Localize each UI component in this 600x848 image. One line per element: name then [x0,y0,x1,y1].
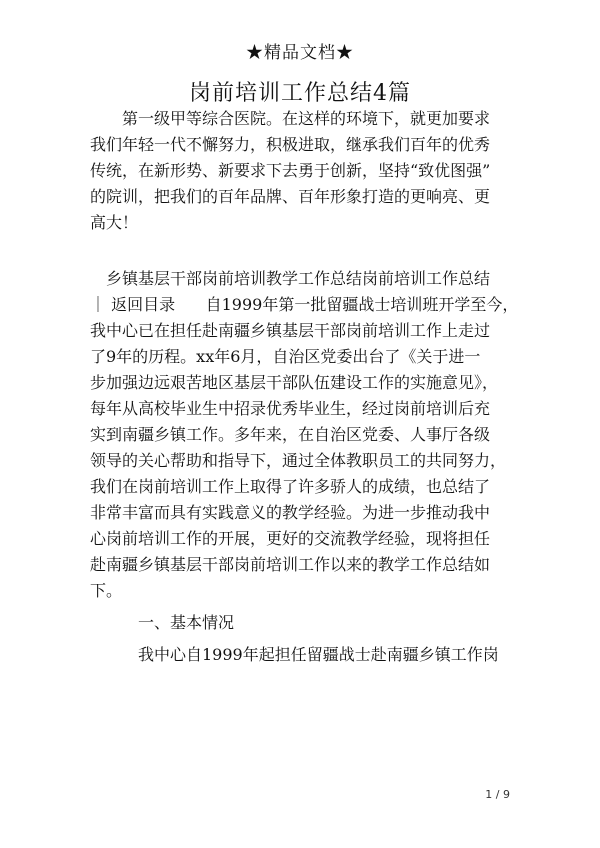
article-line: 我中心已在担任赴南疆乡镇基层干部岗前培训工作上走过 [90,321,491,340]
article-line: 赴南疆乡镇基层干部岗前培训工作以来的教学工作总结如 [90,555,491,574]
article-line: 下。 [90,581,123,600]
page-number: 1 / 9 [485,788,510,801]
intro-line: 我们年轻一代不懈努力，积极进取，继承我们百年的优秀 [90,135,491,154]
article-line: 领导的关心帮助和指导下，通过全体教职员工的共同努力， [90,451,507,470]
article-line: 实到南疆乡镇工作。多年来，在自治区党委、人事厅各级 [90,425,491,444]
intro-line: 第一级甲等综合医院。在这样的环境下，就更加要求 [122,109,491,128]
document-body [90,106,519,668]
article-line: 心岗前培训工作的开展，更好的交流教学经验，现将担任 [90,529,491,548]
article-line: 步加强边远艰苦地区基层干部队伍建设工作的实施意见》， [90,373,499,392]
intro-line: 传统，在新形势、新要求下去勇于创新，坚持“致优图强” [90,161,491,180]
article-title-line: 乡镇基层干部岗前培训教学工作总结岗前培训工作总结 [106,269,491,288]
document-title: 岗前培训工作总结4篇 [189,81,411,106]
intro-line: 高大！ [90,213,139,232]
intro-line: 的院训，把我们的百年品牌、百年形象打造的更响亮、更 [90,187,491,206]
article-line: 了9年的历程。xx年6月，自治区党委出台了《关于进一 [90,347,481,366]
intro-paragraph [90,106,515,236]
section-line: 我中心自1999年起担任留疆战士赴南疆乡镇工作岗 [138,645,499,664]
article-line: 非常丰富而具有实践意义的教学经验。为进一步推动我中 [90,503,491,522]
article-line: 每年从高校毕业生中招录优秀毕业生，经过岗前培训后充 [90,399,491,418]
article-paragraph [90,266,519,604]
return-to-toc-line: ｜ 返回目录 自1999年第一批留疆战士培训班开学至今， [90,295,519,314]
article-line: 我们在岗前培训工作上取得了许多骄人的成绩，也总结了 [90,477,491,496]
section-heading: 一、基本情况 [138,613,235,632]
document-header: ★精品文档★ [246,43,354,63]
